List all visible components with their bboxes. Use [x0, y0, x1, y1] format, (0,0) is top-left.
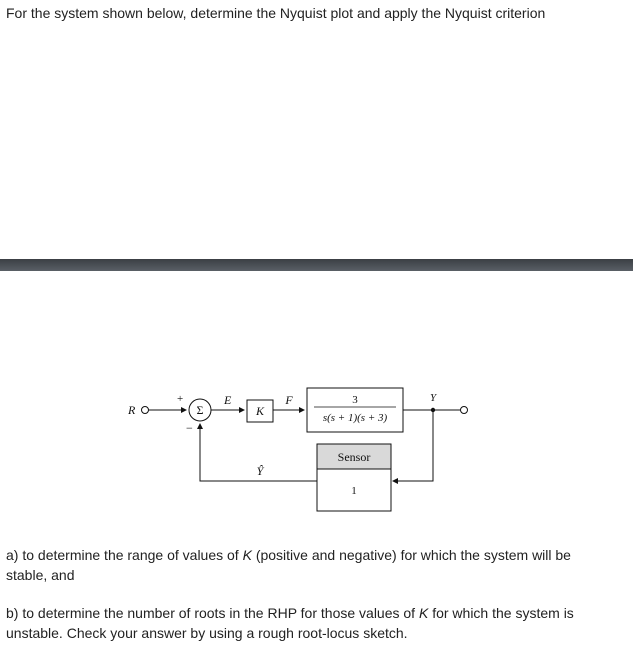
- question-a: [6, 545, 616, 585]
- gain-label: K: [255, 404, 265, 418]
- plant-numerator: 3: [352, 394, 358, 406]
- question-b-var: K: [418, 605, 429, 621]
- output-terminal: [461, 407, 468, 414]
- question-a-prefix: a) to determine the range of values of: [6, 547, 243, 563]
- section-divider: [0, 259, 633, 271]
- plant-denominator: s(s + 1)(s + 3): [322, 412, 388, 424]
- sensor-gain: 1: [351, 485, 357, 497]
- question-b-suffix: for which the system is unstable. Check your answer by using a rough root-locus sketch.: [6, 605, 574, 641]
- summer-symbol: Σ: [196, 403, 204, 417]
- error-label: E: [224, 393, 232, 407]
- block-diagram: [0, 380, 633, 520]
- input-terminal: [142, 407, 149, 414]
- question-a-var: K: [242, 547, 252, 563]
- minus-sign: −: [186, 421, 193, 435]
- signal-f-label: F: [285, 393, 293, 407]
- question-a-suffix: (positive and negative) for which the system will be stable, and: [6, 547, 571, 583]
- feedback-label: Ŷ: [256, 464, 264, 478]
- question-b-prefix: b) to determine the number of roots in the RHP for those values of: [6, 605, 419, 621]
- sensor-title: Sensor: [337, 450, 371, 464]
- output-label: Y: [430, 392, 437, 404]
- question-b: [6, 603, 616, 643]
- plus-sign: +: [177, 393, 184, 405]
- problem-intro: For the system shown below, determine the Nyquist plot and apply the Nyquist criterion: [6, 5, 546, 21]
- input-label: R: [128, 403, 136, 417]
